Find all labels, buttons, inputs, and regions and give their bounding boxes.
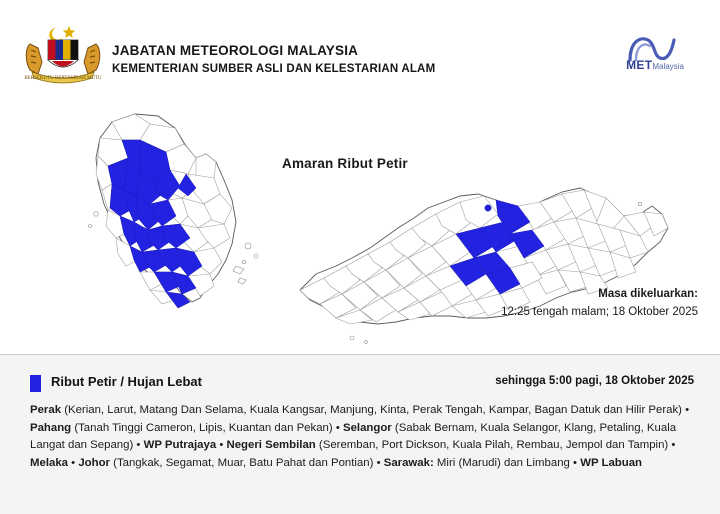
district-list: (Kerian, Larut, Matang Dan Selama, Kuala Kangsar, Manjung, Kinta, Perak Tengah, Kampar, Bagan Datuk dan Hilir Perak) [61, 404, 682, 416]
district-list: Miri (Marudi) dan Limbang [433, 456, 570, 469]
warning-details-panel [0, 355, 720, 514]
agency-name: JABATAN METEOROLOGI MALAYSIA [112, 43, 359, 58]
legend-color-swatch [30, 375, 41, 392]
issued-label: Masa dikeluarkan: [598, 288, 698, 300]
state-name: Pahang [30, 421, 72, 434]
header-titles [112, 42, 435, 77]
state-name: Selangor [343, 421, 392, 434]
district-list: (Seremban, Port Dickson, Kuala Pilah, Rembau, Jempol dan Tampin) [315, 439, 669, 451]
issued-time-block [501, 286, 698, 321]
malaysia-coat-of-arms-icon [22, 22, 104, 84]
district-list: (Tanah Tinggi Cameron, Lipis, Kuantan dan Pekan) [71, 421, 333, 434]
state-name: WP Labuan [580, 456, 643, 469]
map-area [0, 96, 720, 354]
state-name: Perak [30, 404, 62, 416]
affected-areas-text [30, 402, 692, 472]
state-separator: • [681, 404, 690, 416]
header [0, 0, 720, 96]
state-separator: • [133, 439, 144, 451]
state-separator: • [216, 439, 227, 451]
peninsular-malaysia-map [89, 114, 259, 308]
ministry-name: KEMENTERIAN SUMBER ASLI DAN KELESTARIAN ALAM [112, 63, 436, 75]
state-separator: • [332, 421, 343, 434]
map-title: Amaran Ribut Petir [282, 156, 408, 171]
svg-text:BERSEKUTU BERTAMBAH MUTU: BERSEKUTU BERTAMBAH MUTU [24, 76, 102, 81]
panel-header [30, 374, 694, 394]
state-name: Melaka [30, 456, 68, 469]
met-malaysia-logo [612, 36, 698, 76]
state-name: WP Putrajaya [143, 439, 217, 451]
state-name: Johor [78, 456, 110, 469]
state-name: Negeri Sembilan [226, 439, 316, 451]
met-logo-sub: Malaysia [652, 62, 684, 71]
legend-label: Ribut Petir / Hujan Lebat [51, 374, 202, 389]
state-name: Sarawak: [383, 456, 434, 469]
state-separator: • [569, 456, 581, 469]
state-separator: • [668, 439, 676, 451]
valid-until-label: sehingga 5:00 pagi, 18 Oktober 2025 [495, 375, 694, 387]
district-list: (Sabak Bernam, Kuala Selangor, Klang, Petaling, Kuala Langat dan Sepang) [30, 421, 677, 451]
district-list: (Tangkak, Segamat, Muar, Batu Pahat dan Pontian) [109, 456, 374, 469]
state-separator: • [373, 456, 384, 469]
state-separator: • [68, 456, 79, 469]
met-logo-main: MET [626, 58, 653, 72]
met-logo-text [612, 58, 698, 72]
issued-value: 12:25 tengah malam; 18 Oktober 2025 [501, 306, 698, 318]
